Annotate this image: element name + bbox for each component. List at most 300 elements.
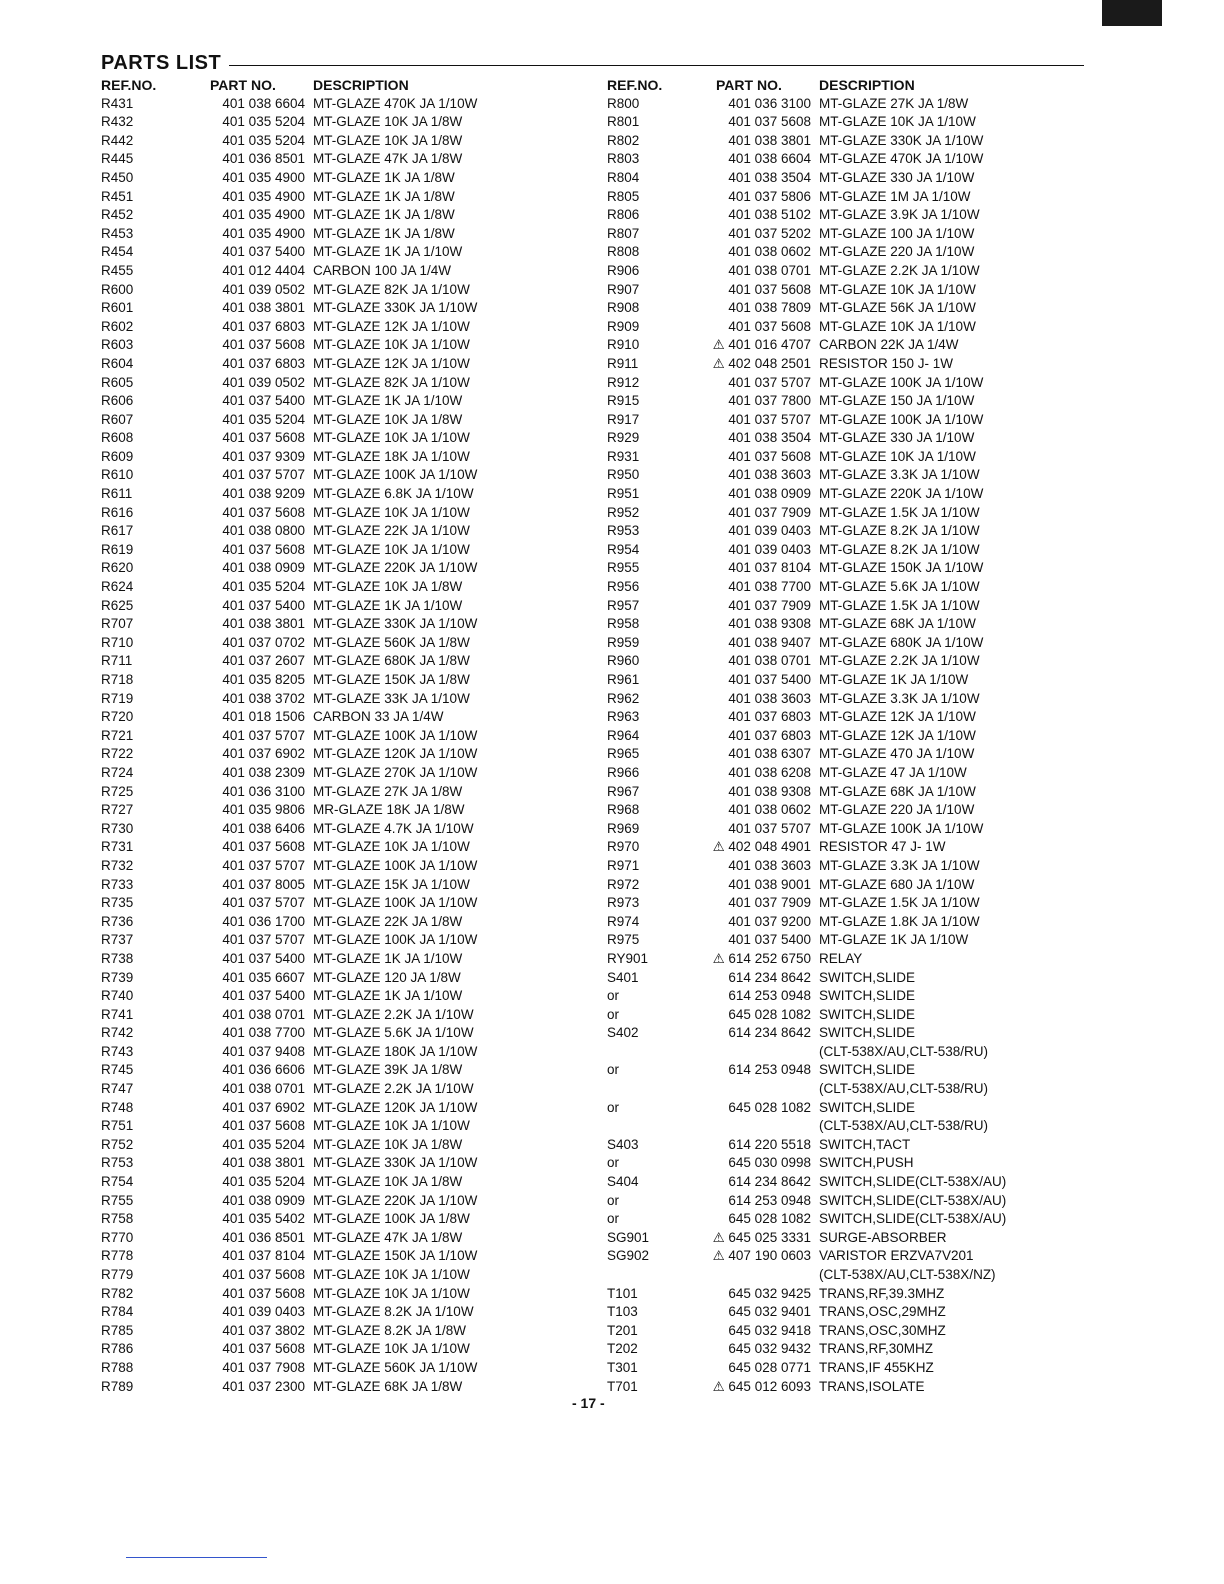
ref-no: R450	[101, 169, 134, 185]
table-row	[101, 1136, 613, 1155]
description: MT-GLAZE 120K JA 1/10W	[313, 746, 478, 762]
part-no: 401 039 0502	[222, 374, 305, 390]
ref-no: R619	[101, 541, 134, 557]
ref-no: R779	[101, 1267, 134, 1282]
description: (CLT-538X/AU,CLT-538/RU)	[819, 1081, 989, 1097]
part-no: 401 038 2309	[222, 764, 305, 780]
description: MT-GLAZE 470 JA 1/10W	[819, 746, 975, 762]
ref-no: R743	[101, 1043, 134, 1059]
ref-no: R748	[101, 1099, 134, 1115]
ref-no: R739	[101, 969, 134, 985]
ref-no: R737	[101, 932, 134, 948]
description: MT-GLAZE 10K JA 1/8W	[313, 132, 463, 148]
ref-no: S404	[607, 1174, 639, 1190]
description: CARBON 33 JA 1/4W	[313, 709, 444, 725]
ref-no: R806	[607, 207, 640, 223]
ref-no: R606	[101, 393, 134, 409]
table-row	[101, 615, 613, 634]
part-no: 401 038 5102	[728, 207, 811, 223]
table-row	[101, 299, 613, 318]
table-row	[101, 206, 613, 225]
ref-no: R800	[607, 95, 640, 111]
table-row	[607, 188, 1119, 207]
ref-no: S402	[607, 1025, 639, 1041]
table-row	[607, 1154, 1119, 1173]
table-row	[101, 225, 613, 244]
part-no: 645 028 1082	[728, 1006, 811, 1022]
description: MT-GLAZE 10K JA 1/10W	[313, 1267, 470, 1282]
description: MT-GLAZE 1K JA 1/8W	[313, 188, 455, 204]
table-row	[607, 1192, 1119, 1211]
description: SURGE-ABSORBER	[819, 1229, 947, 1245]
description: MT-GLAZE 10K JA 1/10W	[819, 318, 976, 334]
part-no: 401 037 9200	[728, 913, 811, 929]
ref-no: R431	[101, 95, 134, 111]
part-no: 401 035 4900	[222, 169, 305, 185]
page-title: PARTS LIST	[101, 51, 222, 74]
ref-no: R973	[607, 895, 640, 911]
description: MT-GLAZE 330K JA 1/10W	[819, 132, 984, 148]
table-row	[607, 281, 1119, 300]
table-row	[101, 950, 613, 969]
header-part: PART NO.	[210, 77, 276, 93]
heading-row	[101, 50, 1084, 76]
table-row	[101, 336, 613, 355]
part-no: 401 038 9001	[728, 876, 811, 892]
table-header	[607, 76, 1119, 95]
part-no: 401 035 5204	[222, 411, 305, 427]
ref-no: R784	[101, 1304, 134, 1320]
ref-no: R912	[607, 374, 640, 390]
ref-no: R454	[101, 244, 134, 260]
part-no: 401 037 6803	[222, 318, 305, 334]
description: MT-GLAZE 10K JA 1/10W	[313, 839, 470, 855]
description: MT-GLAZE 10K JA 1/10W	[313, 430, 470, 446]
table-row	[607, 132, 1119, 151]
table-row	[101, 1192, 613, 1211]
part-no: 645 032 9425	[728, 1285, 811, 1301]
ref-no: R758	[101, 1211, 134, 1227]
description: MT-GLAZE 150K JA 1/10W	[313, 1248, 478, 1264]
ref-no: R770	[101, 1229, 134, 1245]
table-row	[607, 969, 1119, 988]
description: MT-GLAZE 680K JA 1/10W	[819, 634, 984, 650]
part-no: 401 037 7909	[728, 597, 811, 613]
part-no: 401 037 5400	[728, 672, 811, 687]
part-no: 401 038 3504	[728, 430, 811, 446]
table-row	[607, 559, 1119, 578]
part-no: 401 038 9407	[728, 634, 811, 650]
part-no: ⚠ 402 048 2501	[712, 355, 811, 371]
part-no: 401 038 6307	[728, 746, 811, 762]
ref-no: R711	[101, 653, 133, 669]
description: TRANS,RF,30MHZ	[819, 1341, 934, 1357]
ref-no: R745	[101, 1062, 134, 1078]
table-row	[101, 913, 613, 932]
part-no: 401 037 7909	[728, 895, 811, 911]
parts-table-right	[607, 76, 1119, 1396]
description: MT-GLAZE 120K JA 1/10W	[313, 1099, 478, 1115]
part-no: 401 038 0701	[222, 1006, 305, 1022]
table-row	[101, 374, 613, 393]
part-no: 645 032 9432	[728, 1341, 811, 1357]
ref-no: T301	[607, 1359, 638, 1375]
description: MT-GLAZE 27K JA 1/8W	[819, 95, 969, 111]
table-row	[101, 671, 613, 690]
description: MT-GLAZE 3.3K JA 1/10W	[819, 690, 980, 706]
ref-no: R960	[607, 653, 640, 669]
part-no: 614 234 8642	[728, 969, 811, 985]
table-row	[101, 838, 613, 857]
part-no: 401 035 4900	[222, 225, 305, 241]
description: MT-GLAZE 1K JA 1/8W	[313, 169, 455, 185]
ref-no: R950	[607, 467, 640, 483]
description: MT-GLAZE 22K JA 1/8W	[313, 913, 463, 929]
ref-no: R969	[607, 820, 640, 836]
table-row	[607, 727, 1119, 746]
ref-no: T701	[607, 1378, 638, 1394]
description: MT-GLAZE 3.3K JA 1/10W	[819, 467, 980, 483]
part-no: 401 035 5204	[222, 1136, 305, 1152]
description: MT-GLAZE 10K JA 1/8W	[313, 114, 463, 130]
table-row	[101, 652, 613, 671]
ref-no: SG902	[607, 1248, 650, 1264]
part-no: 401 037 5608	[728, 281, 811, 297]
part-no: 401 037 9408	[222, 1043, 305, 1059]
table-row	[101, 448, 613, 467]
part-no: 401 037 5608	[222, 541, 305, 557]
ref-no: or	[607, 1211, 620, 1227]
ref-no: R718	[101, 672, 134, 687]
description: MT-GLAZE 3.9K JA 1/10W	[819, 207, 980, 223]
ref-no: R754	[101, 1174, 134, 1190]
description: MT-GLAZE 10K JA 1/10W	[313, 337, 470, 353]
table-row	[101, 411, 613, 430]
part-no: 645 028 0771	[728, 1359, 811, 1375]
ref-no	[607, 1080, 712, 1099]
ref-no: R741	[101, 1006, 134, 1022]
description: MT-GLAZE 82K JA 1/10W	[313, 374, 470, 390]
ref-no: R954	[607, 541, 640, 557]
part-no: 401 037 5608	[728, 448, 811, 464]
description: MT-GLAZE 560K JA 1/10W	[313, 1359, 478, 1375]
part-no	[712, 1043, 819, 1062]
header-desc: DESCRIPTION	[313, 77, 409, 93]
description: MT-GLAZE 10K JA 1/10W	[313, 504, 470, 520]
part-no: 401 039 0403	[728, 523, 811, 539]
part-no: 401 037 5608	[728, 114, 811, 130]
part-no: 614 234 8642	[728, 1174, 811, 1190]
description: MT-GLAZE 2.2K JA 1/10W	[313, 1081, 474, 1097]
table-row	[607, 485, 1119, 504]
description: MT-GLAZE 220K JA 1/10W	[819, 486, 984, 502]
description: MT-GLAZE 2.2K JA 1/10W	[819, 262, 980, 278]
table-row	[607, 1340, 1119, 1359]
ref-no: R910	[607, 337, 640, 353]
part-no: 401 038 0602	[728, 244, 811, 260]
description: MT-GLAZE 10K JA 1/10W	[313, 541, 470, 557]
ref-no: or	[607, 1155, 620, 1171]
table-row	[607, 522, 1119, 541]
table-row	[607, 225, 1119, 244]
ref-no: R931	[607, 448, 640, 464]
table-row	[607, 801, 1119, 820]
part-no: 614 253 0948	[728, 1062, 811, 1078]
ref-no: R616	[101, 504, 134, 520]
table-row	[607, 504, 1119, 523]
description: MT-GLAZE 150 JA 1/10W	[819, 393, 975, 409]
description: MT-GLAZE 47K JA 1/8W	[313, 151, 463, 167]
ref-no: R789	[101, 1378, 134, 1394]
part-no: 645 028 1082	[728, 1211, 811, 1227]
table-row	[607, 857, 1119, 876]
description: (CLT-538X/AU,CLT-538X/NZ)	[819, 1267, 996, 1282]
ref-no: R452	[101, 207, 134, 223]
ref-no: R604	[101, 355, 134, 371]
part-no	[712, 1080, 819, 1099]
description: MT-GLAZE 10K JA 1/8W	[313, 1136, 463, 1152]
part-no: 401 038 0800	[222, 523, 305, 539]
description: MT-GLAZE 330 JA 1/10W	[819, 169, 975, 185]
ref-no: or	[607, 1062, 620, 1078]
table-row	[101, 243, 613, 262]
part-no: 401 038 0602	[728, 802, 811, 818]
description: MT-GLAZE 10K JA 1/10W	[313, 1285, 470, 1301]
table-row	[607, 1024, 1119, 1043]
table-row	[101, 281, 613, 300]
part-no: 401 037 5400	[728, 932, 811, 948]
part-no: 401 037 7800	[728, 393, 811, 409]
ref-no: S403	[607, 1136, 639, 1152]
ref-no: R611	[101, 486, 133, 502]
ref-no: R906	[607, 262, 640, 278]
ref-no: or	[607, 1099, 620, 1115]
table-row	[607, 820, 1119, 839]
part-no: ⚠ 645 025 3331	[712, 1229, 811, 1245]
ref-no: R725	[101, 783, 134, 799]
part-no: 401 038 3801	[222, 616, 305, 632]
ref-no: T101	[607, 1285, 638, 1301]
table-row	[607, 411, 1119, 430]
description: MT-GLAZE 220 JA 1/10W	[819, 244, 975, 260]
part-no: 401 037 2300	[222, 1378, 305, 1394]
ref-no: R957	[607, 597, 640, 613]
part-no: 401 038 0909	[222, 560, 305, 576]
ref-no: R915	[607, 393, 640, 409]
ref-no: R908	[607, 300, 640, 316]
description: SWITCH,TACT	[819, 1136, 911, 1152]
table-row	[101, 745, 613, 764]
table-row	[101, 150, 613, 169]
ref-no: R453	[101, 225, 134, 241]
table-row	[101, 783, 613, 802]
parts-table-left	[101, 76, 613, 1396]
part-no: 401 038 9308	[728, 616, 811, 632]
ref-no: R807	[607, 225, 640, 241]
ref-no: R730	[101, 820, 134, 836]
ref-no: R620	[101, 560, 134, 576]
ref-no: R432	[101, 114, 134, 130]
table-row	[101, 1340, 613, 1359]
table-row	[607, 1359, 1119, 1378]
table-row	[101, 1061, 613, 1080]
table-row	[101, 188, 613, 207]
description: (CLT-538X/AU,CLT-538/RU)	[819, 1118, 989, 1134]
ref-no: R802	[607, 132, 640, 148]
table-row	[607, 318, 1119, 337]
footer-line	[126, 1557, 267, 1558]
part-no: 401 037 5707	[728, 820, 811, 836]
part-no: 401 038 6208	[728, 764, 811, 780]
description: VARISTOR ERZVA7V201	[819, 1248, 974, 1264]
description: MT-GLAZE 100 JA 1/10W	[819, 225, 975, 241]
ref-no: R609	[101, 448, 134, 464]
part-no: 401 037 3802	[222, 1322, 305, 1338]
table-row	[607, 615, 1119, 634]
part-no: 401 036 1700	[222, 913, 305, 929]
ref-no: R967	[607, 783, 640, 799]
description: MT-GLAZE 18K JA 1/10W	[313, 448, 470, 464]
part-no: 401 038 3801	[728, 132, 811, 148]
table-row	[101, 169, 613, 188]
table-row	[101, 578, 613, 597]
table-row	[607, 336, 1119, 355]
description: MT-GLAZE 100K JA 1/8W	[313, 1211, 470, 1227]
table-row	[101, 318, 613, 337]
table-row	[607, 1378, 1119, 1397]
description: MT-GLAZE 68K JA 1/8W	[313, 1378, 463, 1394]
description: MT-GLAZE 1K JA 1/10W	[313, 988, 463, 1004]
description: TRANS,OSC,30MHZ	[819, 1322, 946, 1338]
description: MT-GLAZE 470K JA 1/10W	[819, 151, 984, 167]
description: MT-GLAZE 6.8K JA 1/10W	[313, 486, 474, 502]
part-no: 401 037 5608	[222, 1341, 305, 1357]
ref-no: R605	[101, 374, 134, 390]
part-no: 401 039 0403	[222, 1304, 305, 1320]
part-no: 401 037 8104	[222, 1248, 305, 1264]
table-row	[101, 1322, 613, 1341]
part-no: 401 037 5608	[728, 318, 811, 334]
description: MT-GLAZE 68K JA 1/10W	[819, 616, 976, 632]
header-ref: REF.NO.	[101, 77, 157, 93]
description: MT-GLAZE 220 JA 1/10W	[819, 802, 975, 818]
table-row	[101, 1378, 613, 1397]
description: MT-GLAZE 1K JA 1/8W	[313, 207, 455, 223]
ref-no: R956	[607, 579, 640, 595]
header-desc: DESCRIPTION	[819, 77, 915, 93]
description: MT-GLAZE 330K JA 1/10W	[313, 300, 478, 316]
part-no: 401 038 3801	[222, 1155, 305, 1171]
part-no: ⚠ 401 016 4707	[712, 337, 811, 353]
ref-no: R966	[607, 764, 640, 780]
ref-no: R805	[607, 188, 640, 204]
header-ref: REF.NO.	[607, 77, 663, 93]
table-row	[101, 504, 613, 523]
table-row	[101, 392, 613, 411]
description: MR-GLAZE 18K JA 1/8W	[313, 802, 465, 818]
table-row	[101, 132, 613, 151]
table-row	[607, 1266, 1119, 1285]
description: MT-GLAZE 100K JA 1/10W	[819, 374, 984, 390]
part-no: 401 038 0909	[222, 1192, 305, 1208]
part-no: 401 038 3603	[728, 690, 811, 706]
ref-no: R451	[101, 188, 134, 204]
ref-no: R442	[101, 132, 134, 148]
table-row	[607, 169, 1119, 188]
ref-no: T103	[607, 1304, 638, 1320]
ref-no: R975	[607, 932, 640, 948]
description: TRANS,OSC,29MHZ	[819, 1304, 946, 1320]
part-no: 401 037 5707	[728, 411, 811, 427]
table-row	[607, 1247, 1119, 1266]
part-no: 401 037 5608	[222, 1267, 305, 1282]
part-no: 401 037 5806	[728, 188, 811, 204]
table-row	[607, 355, 1119, 374]
ref-no: R963	[607, 709, 640, 725]
part-no: 401 037 5400	[222, 950, 305, 966]
ref-no: R707	[101, 616, 134, 632]
description: MT-GLAZE 180K JA 1/10W	[313, 1043, 478, 1059]
part-no: 401 038 3504	[728, 169, 811, 185]
table-row	[607, 1322, 1119, 1341]
table-row	[607, 578, 1119, 597]
part-no: 401 018 1506	[222, 709, 305, 725]
part-no: 401 038 7700	[728, 579, 811, 595]
part-no: ⚠ 402 048 4901	[712, 839, 811, 855]
description: SWITCH,PUSH	[819, 1155, 914, 1171]
part-no: 401 038 6604	[728, 151, 811, 167]
description: MT-GLAZE 8.2K JA 1/10W	[819, 523, 980, 539]
part-no: 401 037 6902	[222, 1099, 305, 1115]
description: MT-GLAZE 100K JA 1/10W	[313, 467, 478, 483]
part-no: 401 035 5204	[222, 114, 305, 130]
description: MT-GLAZE 47K JA 1/8W	[313, 1229, 463, 1245]
description: CARBON 22K JA 1/4W	[819, 337, 959, 353]
table-row	[607, 1043, 1119, 1062]
ref-no: or	[607, 1006, 620, 1022]
description: TRANS,IF 455KHZ	[819, 1359, 934, 1375]
description: SWITCH,SLIDE	[819, 1099, 916, 1115]
table-row	[607, 894, 1119, 913]
table-row	[607, 597, 1119, 616]
ref-no: R929	[607, 430, 640, 446]
table-row	[101, 857, 613, 876]
description: SWITCH,SLIDE(CLT-538X/AU)	[819, 1192, 1007, 1208]
ref-no: R804	[607, 169, 640, 185]
description: MT-GLAZE 100K JA 1/10W	[313, 857, 478, 873]
description: MT-GLAZE 220K JA 1/10W	[313, 1192, 478, 1208]
description: MT-GLAZE 10K JA 1/10W	[313, 1118, 470, 1134]
part-no: 645 030 0998	[728, 1155, 811, 1171]
description: MT-GLAZE 27K JA 1/8W	[313, 783, 463, 799]
table-row	[607, 838, 1119, 857]
ref-no: R602	[101, 318, 134, 334]
ref-no: R778	[101, 1248, 134, 1264]
table-row	[101, 727, 613, 746]
description: MT-GLAZE 10K JA 1/10W	[819, 281, 976, 297]
ref-no: R962	[607, 690, 640, 706]
table-row	[607, 1229, 1119, 1248]
part-no: 645 032 9418	[728, 1322, 811, 1338]
part-no: 401 037 8005	[222, 876, 305, 892]
part-no: 401 038 6604	[222, 95, 305, 111]
ref-no: R603	[101, 337, 134, 353]
description: MT-GLAZE 2.2K JA 1/10W	[819, 653, 980, 669]
part-no: 401 038 0701	[728, 653, 811, 669]
table-row	[101, 355, 613, 374]
part-no: 614 253 0948	[728, 988, 811, 1004]
description: MT-GLAZE 100K JA 1/10W	[313, 727, 478, 743]
